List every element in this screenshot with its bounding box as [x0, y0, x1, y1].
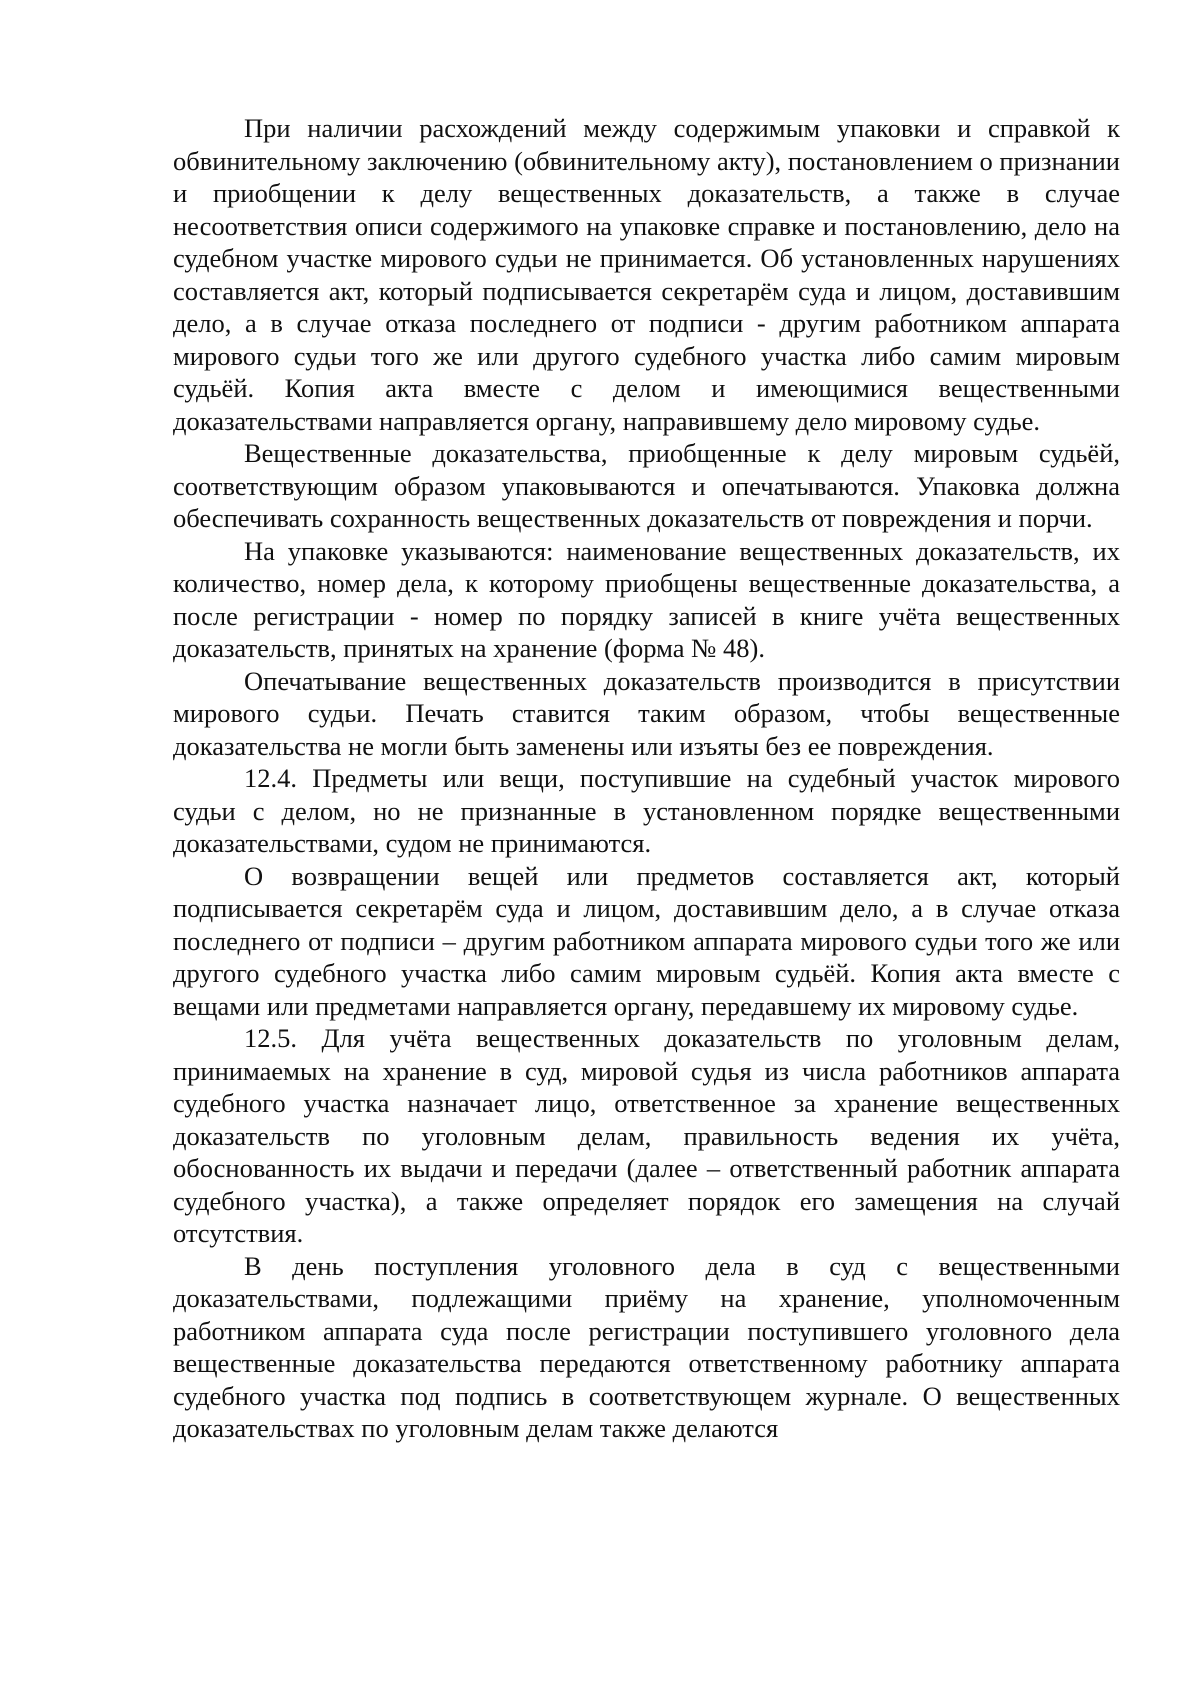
paragraph-discrepancies: При наличии расхождений между содержимым упаковки и справкой к обвинительному заключению (обвинительному акту), постановлением о признании и приобщении к делу вещественных доказательств, а также в случае несоответствия описи содержимого на упаковке справке и постановлению, дело на судебном участке мирового судьи не принимается. Об установленных нарушениях составляется акт, который подписывается секретарём суда и лицом, доставившим дело, а в случае отказа последнего от подписи - другим работником аппарата мирового судьи того же или другого судебного участка либо самим мировым судьёй. Копия акта вместе с делом и имеющимися вещественными доказательствами направляется органу, направившему дело мировому судье.	[173, 113, 1120, 436]
paragraph-sealing-procedure: Опечатывание вещественных доказательств производится в присутствии мирового судьи. Печать ставится таким образом, чтобы вещественные доказательства не могли быть заменены или изъяты без ее повреждения.	[173, 665, 1120, 761]
paragraph-receipt-day: В день поступления уголовного дела в суд с вещественными доказательствами, подлежащими приёму на хранение, уполномоченным работником аппарата суда после регистрации поступившего уголовного дела вещественные доказательства передаются ответственному работнику аппарата судебного участка под подпись в соответствующем журнале. О вещественных доказательствах по уголовным делам также делаются	[173, 1250, 1120, 1443]
paragraph-return-act: О возвращении вещей или предметов составляется акт, который подписывается секретарём суда и лицом, доставившим дело, а в случае отказа последнего от подписи – другим работником аппарата мирового судьи того же или другого судебного участка либо самим мировым судьёй. Копия акта вместе с вещами или предметами направляется органу, передавшему их мировому судье.	[173, 860, 1120, 1021]
paragraph-section-12-4: 12.4. Предметы или вещи, поступившие на судебный участок мирового судьи с делом, но не признанные в установленном порядке вещественными доказательствами, судом не принимаются.	[173, 763, 1120, 858]
paragraph-package-labeling: На упаковке указываются: наименование вещественных доказательств, их количество, номер дела, к которому приобщены вещественные доказательства, а после регистрации - номер по порядку записей в книге учёта вещественных доказательств, принятых на хранение (форма № 48).	[173, 535, 1120, 663]
paragraph-packaging-sealing: Вещественные доказательства, приобщенные к делу мировым судьёй, соответствующим образом упаковываются и опечатываются. Упаковка должна обеспечивать сохранность вещественных доказательств от повреждения и порчи.	[173, 438, 1120, 533]
paragraph-section-12-5: 12.5. Для учёта вещественных доказательств по уголовным делам, принимаемых на хранение в суд, мировой судья из числа работников аппарата судебного участка назначает лицо, ответственное за хранение вещественных доказательств по уголовным делам, правильность ведения их учёта, обоснованность их выдачи и передачи (далее – ответственный работник аппарата судебного участка), а также определяет порядок его замещения на случай отсутствия.	[173, 1023, 1120, 1248]
document-body	[173, 112, 1120, 1445]
